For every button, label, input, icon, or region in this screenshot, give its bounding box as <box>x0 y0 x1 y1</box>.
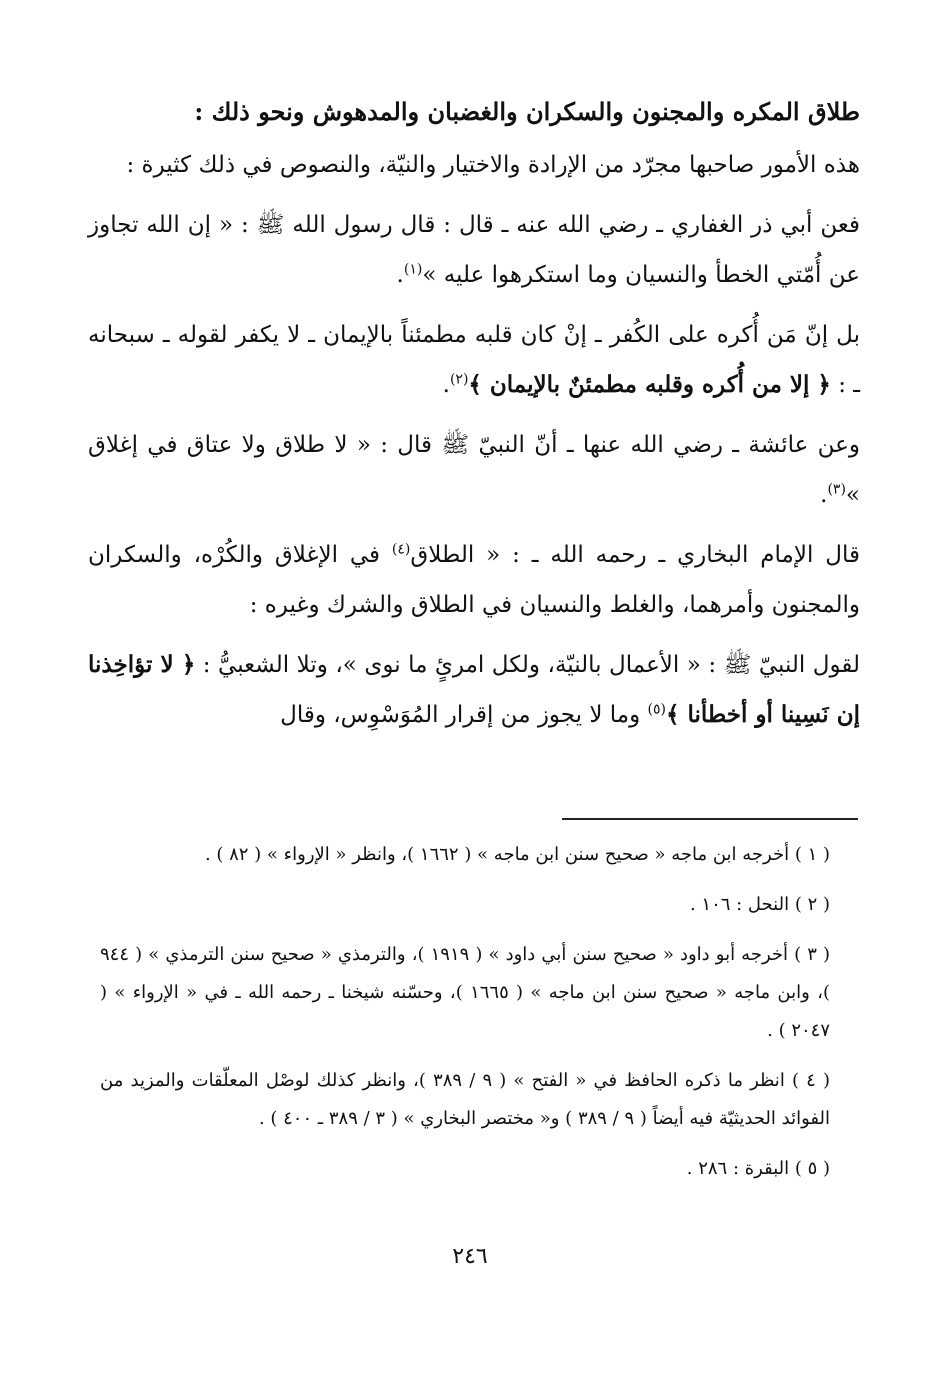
page-number: ٢٤٦ <box>452 1244 488 1269</box>
paragraph-3-end: . <box>442 372 450 398</box>
paragraph-6-end: وما لا يجوز من إقرار المُوَسْوِس، وقال <box>280 702 648 728</box>
footnote-ref-1[interactable]: (١) <box>403 261 423 278</box>
paragraph-5-end: في الإغلاق والكُرْه، والسكران والمجنون وأمرهما، والغلط والنسيان في الطلاق والشرك وغيره : <box>88 542 860 618</box>
footnote-1: ( ١ ) أخرجه ابن ماجه « صحيح سنن ابن ماجه » ( ١٦٦٢ )، وانظر « الإرواء » ( ٨٢ ) . <box>204 844 830 865</box>
paragraph-4 <box>88 420 860 520</box>
paragraph-1-text: هذه الأمور صاحبها مجرّد من الإرادة والاختيار والنيّة، والنصوص في ذلك كثيرة : <box>126 152 860 178</box>
quran-verse-1: ﴿ إلا من أُكره وقلبه مطمئنٌ بالإيمان ﴾ <box>468 371 831 398</box>
footnote-3: ( ٣ ) أخرجه أبو داود « صحيح سنن أبي داود » ( ١٩١٩ )، والترمذي « صحيح سنن الترمذي » ( ٩٤٤ )، وابن ماجه « صحيح سنن ابن ماجه » ( ١٦٦٥ )، وحسّنه شيخنا ـ رحمه الله ـ في « الإرواء » ( ٢٠٤٧ ) . <box>100 944 831 1041</box>
footnote-ref-4[interactable]: (٤) <box>391 541 411 558</box>
section-heading: طلاق المكره والمجنون والسكران والغضبان والمدهوش ونحو ذلك : <box>194 97 860 126</box>
paragraph-2-end: . <box>396 262 404 288</box>
paragraph-6-text: لقول النبيّ ﷺ : « الأعمال بالنيّة، ولكل امرئٍ ما نوى »، وتلا الشعبيُّ : <box>195 652 860 678</box>
paragraph-2 <box>88 200 860 300</box>
quran-verse-2: ﴿ لا تؤاخِذنا إن نَسِينا أو أخطأنا ﴾ <box>88 651 860 728</box>
paragraph-5 <box>88 530 860 630</box>
footnote-ref-2[interactable]: (٢) <box>449 371 469 388</box>
paragraph-6 <box>88 640 860 740</box>
paragraph-3 <box>88 310 860 410</box>
paragraph-1 <box>88 140 860 190</box>
paragraph-3-text: بل إنّ مَن أُكره على الكُفر ـ إنْ كان قلبه مطمئناً بالإيمان ـ لا يكفر لقوله ـ سبحانه ـ : <box>88 322 860 398</box>
footnote-5: ( ٥ ) البقرة : ٢٨٦ . <box>686 1158 830 1179</box>
footnote-divider <box>562 818 858 820</box>
footnote-2: ( ٢ ) النحل : ١٠٦ . <box>689 894 830 915</box>
paragraph-4-end: . <box>820 482 828 508</box>
paragraph-5-text: قال الإمام البخاري ـ رحمه الله ـ : « الطلاق <box>410 542 860 568</box>
paragraph-2-text: فعن أبي ذر الغفاري ـ رضي الله عنه ـ قال : قال رسول الله ﷺ : « إن الله تجاوز عن أُمّتي الخطأ والنسيان وما استكرهوا عليه » <box>88 212 860 288</box>
footnote-ref-5[interactable]: (٥) <box>647 701 667 718</box>
paragraph-4-text: وعن عائشة ـ رضي الله عنها ـ أنّ النبيّ ﷺ قال : « لا طلاق ولا عتاق في إغلاق » <box>88 432 860 508</box>
footnote-4: ( ٤ ) انظر ما ذكره الحافظ في « الفتح » ( ٩ / ٣٨٩ )، وانظر كذلك لوصْل المعلّقات والمزيد من الفوائد الحديثيّة فيه أيضاً ( ٩ / ٣٨٩ ) و« مختصر البخاري » ( ٣ / ٣٨٩ ـ ٤٠٠ ) . <box>100 1070 831 1129</box>
footnotes <box>100 836 830 1200</box>
footnote-ref-3[interactable]: (٣) <box>827 481 846 498</box>
page-body <box>88 88 860 750</box>
